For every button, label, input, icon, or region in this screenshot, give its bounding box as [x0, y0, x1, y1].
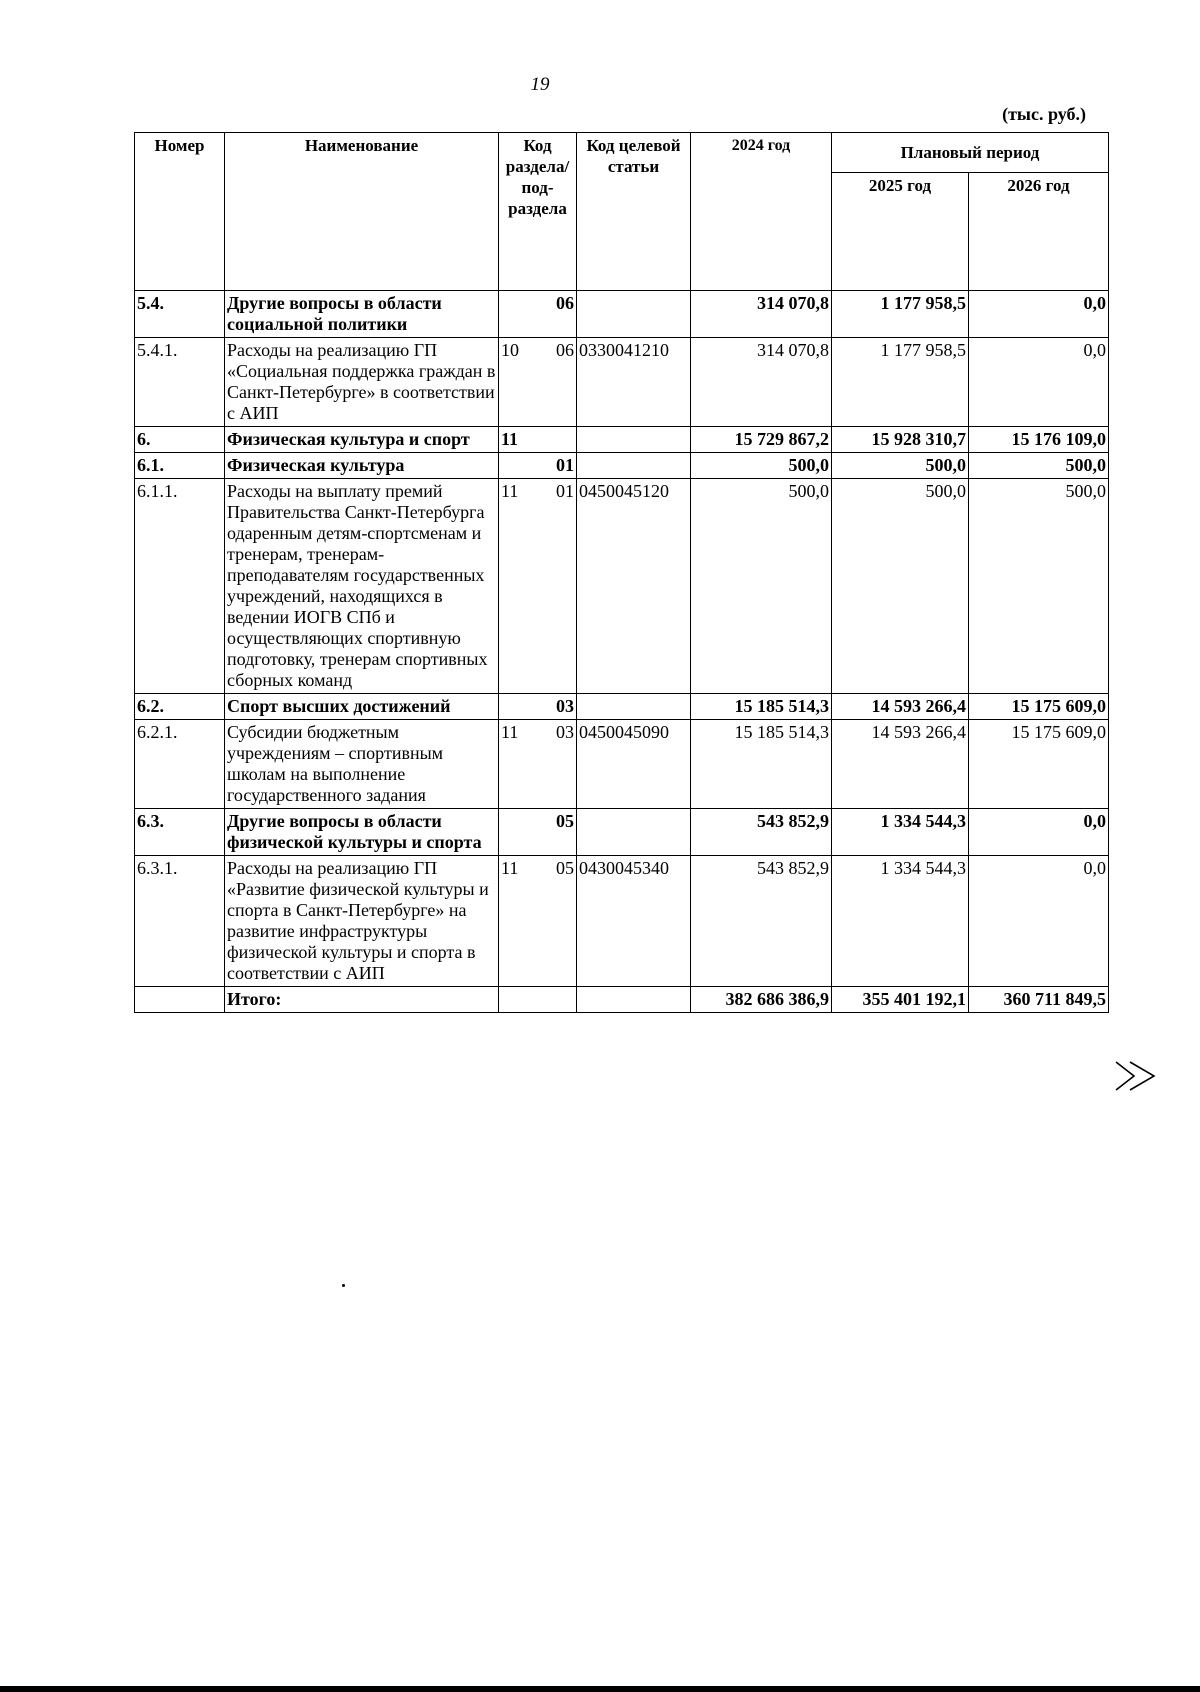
row-target-code: [577, 809, 691, 856]
row-value-2024: 314 070,8: [691, 291, 832, 338]
row-value-2026: 15 175 609,0: [969, 720, 1109, 809]
row-name: Расходы на реализацию ГП «Развитие физической культуры и спорта в Санкт-Петербурге» на развитие инфраструктуры физической культуры и спорта в соответствии с АИП: [225, 856, 499, 987]
row-name: Субсидии бюджетным учреждениям – спортивным школам на выполнение государственного задания: [225, 720, 499, 809]
row-value-2024: 500,0: [691, 453, 832, 479]
section-code: 11: [501, 429, 519, 449]
subsection-code: 05: [556, 858, 574, 878]
header-section-code: Код раздела/ под- раздела: [499, 133, 577, 291]
table-row: [135, 453, 1109, 479]
row-value-2025: 15 928 310,7: [832, 427, 969, 453]
row-name: Другие вопросы в области физической культуры и спорта: [225, 809, 499, 856]
row-name: Другие вопросы в области социальной политики: [225, 291, 499, 338]
section-code: 11: [501, 481, 519, 501]
row-value-2025: 500,0: [832, 453, 969, 479]
row-value-2024: 15 185 514,3: [691, 720, 832, 809]
subsection-code: 03: [556, 696, 574, 716]
header-planned-period: Плановый период: [832, 133, 1109, 173]
table-row: [135, 856, 1109, 987]
row-value-2024: 500,0: [691, 479, 832, 694]
section-code: 10: [501, 340, 519, 360]
subsection-code: 06: [556, 340, 574, 360]
row-section-code: [499, 694, 577, 720]
header-name: Наименование: [225, 133, 499, 291]
row-number: 6.3.1.: [135, 856, 225, 987]
row-number: 6.1.: [135, 453, 225, 479]
row-section-code: [499, 809, 577, 856]
row-name: Расходы на реализацию ГП «Социальная поддержка граждан в Санкт-Петербурге» в соответствии с АИП: [225, 338, 499, 427]
header-target-code: Код целевой статьи: [577, 133, 691, 291]
row-name: Расходы на выплату премий Правительства Санкт-Петербурга одаренным детям-спортсменам и тренерам, тренерам-преподавателям государственных учреждений, находящихся в ведении ИОГВ СПб и осуществляющих спортивную подготовку, тренерам спортивных сборных команд: [225, 479, 499, 694]
row-section-code: [499, 427, 577, 453]
row-value-2026: 500,0: [969, 453, 1109, 479]
stray-dot: [342, 1284, 345, 1287]
row-value-2026: 15 175 609,0: [969, 694, 1109, 720]
row-value-2025: 355 401 192,1: [832, 987, 969, 1013]
row-value-2026: 15 176 109,0: [969, 427, 1109, 453]
row-section-code: [499, 338, 577, 427]
table-body: [135, 291, 1109, 1013]
row-section-code: [499, 856, 577, 987]
table-row: [135, 338, 1109, 427]
subsection-code: 06: [556, 293, 574, 313]
row-value-2024: 314 070,8: [691, 338, 832, 427]
row-value-2024: 543 852,9: [691, 809, 832, 856]
double-chevron-right-icon: [1114, 1058, 1156, 1094]
header-year-2024: 2024 год: [691, 133, 832, 291]
table-row: [135, 427, 1109, 453]
subsection-code: 05: [556, 811, 574, 831]
row-target-code: 0450045090: [577, 720, 691, 809]
row-value-2026: 360 711 849,5: [969, 987, 1109, 1013]
table-row: [135, 987, 1109, 1013]
units-label: (тыс. руб.): [1002, 104, 1086, 124]
row-section-code: [499, 453, 577, 479]
row-value-2025: 1 177 958,5: [832, 338, 969, 427]
row-name: Спорт высших достижений: [225, 694, 499, 720]
row-value-2025: 1 177 958,5: [832, 291, 969, 338]
row-number: 5.4.: [135, 291, 225, 338]
row-target-code: [577, 291, 691, 338]
subsection-code: 01: [556, 455, 574, 475]
row-value-2025: 1 334 544,3: [832, 809, 969, 856]
row-number: 6.1.1.: [135, 479, 225, 694]
subsection-code: 01: [556, 481, 574, 501]
page-number: 19: [530, 74, 550, 95]
row-value-2024: 15 729 867,2: [691, 427, 832, 453]
row-number: 6.3.: [135, 809, 225, 856]
section-code: 11: [501, 858, 519, 878]
table-row: [135, 809, 1109, 856]
header-row-1: [135, 133, 1109, 173]
table-row: [135, 291, 1109, 338]
scan-edge-bar: [0, 1686, 1200, 1692]
row-section-code: [499, 291, 577, 338]
row-number: 6.2.: [135, 694, 225, 720]
row-target-code: [577, 427, 691, 453]
row-target-code: [577, 694, 691, 720]
row-value-2026: 0,0: [969, 809, 1109, 856]
row-number: 6.: [135, 427, 225, 453]
section-code: 11: [501, 722, 519, 742]
row-value-2026: 0,0: [969, 291, 1109, 338]
row-value-2026: 0,0: [969, 856, 1109, 987]
row-target-code: [577, 453, 691, 479]
row-value-2026: 500,0: [969, 479, 1109, 694]
budget-table: [134, 132, 1109, 1013]
row-value-2024: 382 686 386,9: [691, 987, 832, 1013]
table-row: [135, 479, 1109, 694]
row-value-2025: 1 334 544,3: [832, 856, 969, 987]
row-section-code: [499, 720, 577, 809]
table-row: [135, 694, 1109, 720]
header-number: Номер: [135, 133, 225, 291]
row-name: Итого:: [225, 987, 499, 1013]
row-target-code: [577, 987, 691, 1013]
row-number: 6.2.1.: [135, 720, 225, 809]
table-row: [135, 720, 1109, 809]
row-value-2024: 543 852,9: [691, 856, 832, 987]
row-target-code: 0450045120: [577, 479, 691, 694]
subsection-code: 03: [556, 722, 574, 742]
row-section-code: [499, 479, 577, 694]
row-number: [135, 987, 225, 1013]
row-value-2026: 0,0: [969, 338, 1109, 427]
row-name: Физическая культура: [225, 453, 499, 479]
row-name: Физическая культура и спорт: [225, 427, 499, 453]
header-year-2025: 2025 год: [832, 173, 969, 291]
header-year-2026: 2026 год: [969, 173, 1109, 291]
row-value-2025: 500,0: [832, 479, 969, 694]
row-number: 5.4.1.: [135, 338, 225, 427]
row-value-2025: 14 593 266,4: [832, 694, 969, 720]
row-target-code: 0430045340: [577, 856, 691, 987]
row-value-2024: 15 185 514,3: [691, 694, 832, 720]
row-target-code: 0330041210: [577, 338, 691, 427]
row-value-2025: 14 593 266,4: [832, 720, 969, 809]
row-section-code: [499, 987, 577, 1013]
